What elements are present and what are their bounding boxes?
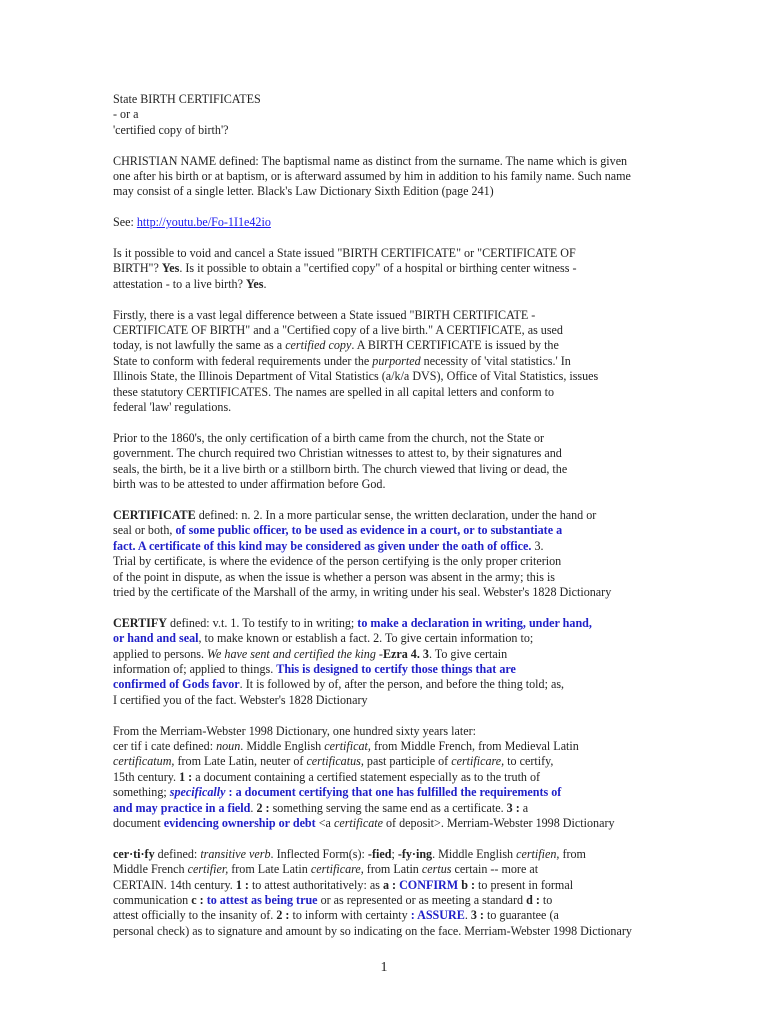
highlighted-text: : ASSURE xyxy=(410,908,465,923)
highlighted-text: to make a declaration in writing, under hand, xyxy=(357,615,592,630)
question-paragraph xyxy=(113,246,673,292)
text-run: document xyxy=(113,815,164,830)
answer-yes: Yes xyxy=(161,261,180,276)
emphasis: certificat, xyxy=(324,738,371,753)
mw-certify-definition xyxy=(113,847,673,939)
text-run: of deposit>. Merriam-Webster 1998 Dictionary xyxy=(382,815,615,830)
text-run: information of; applied to things. xyxy=(113,661,277,676)
text-run: . Inflected Form(s): xyxy=(270,846,368,861)
sense-number: 1 : xyxy=(179,769,193,784)
text-run: . Is it possible to obtain a "certified copy" of a hospital or birthing center witness - xyxy=(179,261,577,276)
text-run: seal or both, xyxy=(113,523,176,538)
text-run: , to make known or establish a fact. 2. To give certain information to; xyxy=(198,631,534,646)
see-paragraph xyxy=(113,215,673,230)
text-run: . xyxy=(263,276,267,291)
text-run: past participle of xyxy=(363,754,452,769)
sense-number: 2 : xyxy=(256,800,270,815)
text-line: one after his birth or at baptism, or is afterward assumed by him in addition to his family name. Such name xyxy=(113,169,631,184)
prior-paragraph xyxy=(113,431,673,493)
text-run: to present in formal xyxy=(475,877,574,892)
text-line: may consist of a single letter. Black's Law Dictionary Sixth Edition (page 241) xyxy=(113,184,494,199)
text-run: 15th century. xyxy=(113,769,180,784)
highlighted-text: CONFIRM xyxy=(396,877,459,892)
text-run: or as represented or as meeting a standard xyxy=(317,892,527,907)
text-run: ; xyxy=(391,846,398,861)
text-run: applied to persons. xyxy=(113,646,208,661)
text-line: government. The church required two Christian witnesses to attest to, by their signatures and xyxy=(113,446,562,461)
text-run: to inform with certainty xyxy=(289,908,411,923)
emphasis: certificate xyxy=(333,815,383,830)
emphasis: We have sent and certified the king xyxy=(207,646,376,661)
highlighted-text: to attest as being true xyxy=(203,892,318,907)
text-line: Illinois State, the Illinois Department of Vital Statistics (a/k/a DVS), Office of Vital Statistics, issues xyxy=(113,369,599,384)
text-run: something; xyxy=(113,785,170,800)
defined-term: cer·ti·fy xyxy=(113,846,155,861)
emphasis: certifier, xyxy=(187,862,229,877)
text-run: . xyxy=(464,908,471,923)
text-run: defined: xyxy=(154,846,201,861)
mw-certificate-definition xyxy=(113,724,673,832)
sense-number: 3 : xyxy=(470,908,484,923)
text-run: communication xyxy=(113,892,192,907)
inflected-form: -fied xyxy=(367,846,392,861)
sense-letter: a : xyxy=(382,877,397,892)
text-run: today, is not lawfully the same as a xyxy=(113,338,286,353)
see-label: See: xyxy=(113,215,137,230)
text-run: from Middle French, from Medieval Latin xyxy=(370,738,579,753)
sense-number: 1 : xyxy=(235,877,249,892)
text-run: CERTAIN. 14th century. xyxy=(113,877,236,892)
emphasis: certificatus, xyxy=(306,754,364,769)
text-line: Prior to the 1860's, the only certification of a birth came from the church, not the State or xyxy=(113,430,545,445)
highlighted-text: evidencing ownership or debt xyxy=(163,815,316,830)
text-run: defined: n. 2. In a more particular sense, the written declaration, under the hand or xyxy=(195,507,597,522)
text-run: BIRTH"? xyxy=(113,261,162,276)
emphasis: certified copy xyxy=(285,338,352,353)
emphasis: noun xyxy=(216,738,241,753)
emphasis: certifien, xyxy=(516,846,560,861)
certify-definition xyxy=(113,616,673,708)
certificate-definition xyxy=(113,508,673,600)
text-run: from xyxy=(559,846,586,861)
firstly-paragraph xyxy=(113,308,673,416)
text-run: attest officially to the insanity of. xyxy=(113,908,277,923)
text-line: of the point in dispute, as when the issue is whether a person was absent in the army; this is xyxy=(113,569,556,584)
text-run: . It is followed by of, after the person, and before the thing told; as, xyxy=(239,677,565,692)
text-line: CHRISTIAN NAME defined: The baptismal name as distinct from the surname. The name which is given xyxy=(113,153,628,168)
text-run: . Middle English xyxy=(240,738,325,753)
page-number: 1 xyxy=(380,960,388,975)
text-run: attestation - to a live birth? xyxy=(113,276,246,291)
highlighted-text: This is designed to certify those things that are xyxy=(276,661,516,676)
emphasis: certificare, xyxy=(310,862,364,877)
defined-term: CERTIFY xyxy=(113,615,168,630)
text-run: defined: v.t. 1. To testify to in writing; xyxy=(167,615,358,630)
scripture-reference: Ezra 4. 3 xyxy=(382,646,429,661)
highlighted-text: : a document certifying that one has fulfilled the requirements of xyxy=(225,785,562,800)
text-run: - xyxy=(375,646,383,661)
answer-yes: Yes xyxy=(246,276,264,291)
text-line: these statutory CERTIFICATES. The names are spelled in all capital letters and conform to xyxy=(113,384,555,399)
text-line: tried by the certificate of the Marshall of the army, in writing under his seal. Webster's 1828 Dictionary xyxy=(113,584,612,599)
text-run: State to conform with federal requirements under the xyxy=(113,353,373,368)
inflected-form: -fy·ing xyxy=(397,846,433,861)
title-block xyxy=(113,92,673,138)
text-run: something serving the same end as a certificate. xyxy=(269,800,507,815)
text-run: a xyxy=(519,800,529,815)
text-line: I certified you of the fact. Webster's 1828 Dictionary xyxy=(113,692,368,707)
document-body xyxy=(113,92,673,939)
text-run: a document containing a certified statement especially as to the truth of xyxy=(192,769,541,784)
text-run: to certify, xyxy=(504,754,554,769)
highlighted-text: of some public officer, to be used as evidence in a court, or to substantiate a xyxy=(175,523,563,538)
highlighted-text: and may practice in a field xyxy=(113,800,251,815)
emphasis: purported xyxy=(372,353,421,368)
title-line: 'certified copy of birth'? xyxy=(113,122,229,137)
text-run: 3. xyxy=(531,538,544,553)
text-line: Is it possible to void and cancel a State issued "BIRTH CERTIFICATE" or "CERTIFICATE OF xyxy=(113,246,576,261)
text-run: . xyxy=(250,800,257,815)
text-run: from Late Latin xyxy=(228,862,311,877)
text-run: from Late Latin, neuter of xyxy=(174,754,307,769)
text-run: necessity of 'vital statistics.' In xyxy=(420,353,571,368)
emphasis: certificatum, xyxy=(113,754,175,769)
text-run: to xyxy=(539,892,553,907)
text-run: to guarantee (a xyxy=(483,908,559,923)
title-line: - or a xyxy=(113,107,139,122)
text-line: seals, the birth, be it a live birth or a stillborn birth. The church viewed that living or dead, the xyxy=(113,461,568,476)
video-link[interactable]: http://youtu.be/Fo-1I1e42io xyxy=(136,215,271,230)
text-run: from Latin xyxy=(363,862,422,877)
text-line: From the Merriam-Webster 1998 Dictionary, one hundred sixty years later: xyxy=(113,723,476,738)
defined-term: CERTIFICATE xyxy=(113,507,196,522)
highlighted-text: confirmed of Gods favor xyxy=(113,677,240,692)
text-run: Middle French xyxy=(113,862,188,877)
title-line: State BIRTH CERTIFICATES xyxy=(113,92,261,106)
text-run: . Middle English xyxy=(432,846,517,861)
sense-letter: d : xyxy=(526,892,540,907)
text-run: . A BIRTH CERTIFICATE is issued by the xyxy=(351,338,559,353)
text-line: Trial by certificate, is where the evidence of the person certifying is the only proper criterion xyxy=(113,554,562,569)
sense-letter: b : xyxy=(458,877,475,892)
highlighted-text: or hand and seal xyxy=(113,631,199,646)
text-run: to attest authoritatively: as xyxy=(248,877,383,892)
highlighted-text: specifically xyxy=(169,785,226,800)
text-line: Firstly, there is a vast legal difference between a State issued "BIRTH CERTIFICATE - xyxy=(113,307,536,322)
sense-number: 2 : xyxy=(276,908,290,923)
emphasis: certificare, xyxy=(451,754,505,769)
text-run: cer tif i cate defined: xyxy=(113,738,217,753)
emphasis: certus xyxy=(421,862,452,877)
text-line: federal 'law' regulations. xyxy=(113,400,232,415)
highlighted-text: fact. A certificate of this kind may be considered as given under the oath of office. xyxy=(113,538,532,553)
emphasis: transitive verb xyxy=(200,846,271,861)
christian-name-paragraph xyxy=(113,154,673,200)
sense-letter: c : xyxy=(191,892,204,907)
text-line: birth was to be attested to under affirmation before God. xyxy=(113,477,386,492)
text-line: personal check) as to signature and amount by so indicating on the face. Merriam-Webster 1998 Dictionary xyxy=(113,923,632,938)
text-run: <a xyxy=(315,815,334,830)
sense-number: 3 : xyxy=(506,800,520,815)
text-run: . To give certain xyxy=(428,646,508,661)
text-line: CERTIFICATE OF BIRTH" and a "Certified copy of a live birth." A CERTIFICATE, as used xyxy=(113,323,563,338)
text-run: certain -- more at xyxy=(451,862,539,877)
